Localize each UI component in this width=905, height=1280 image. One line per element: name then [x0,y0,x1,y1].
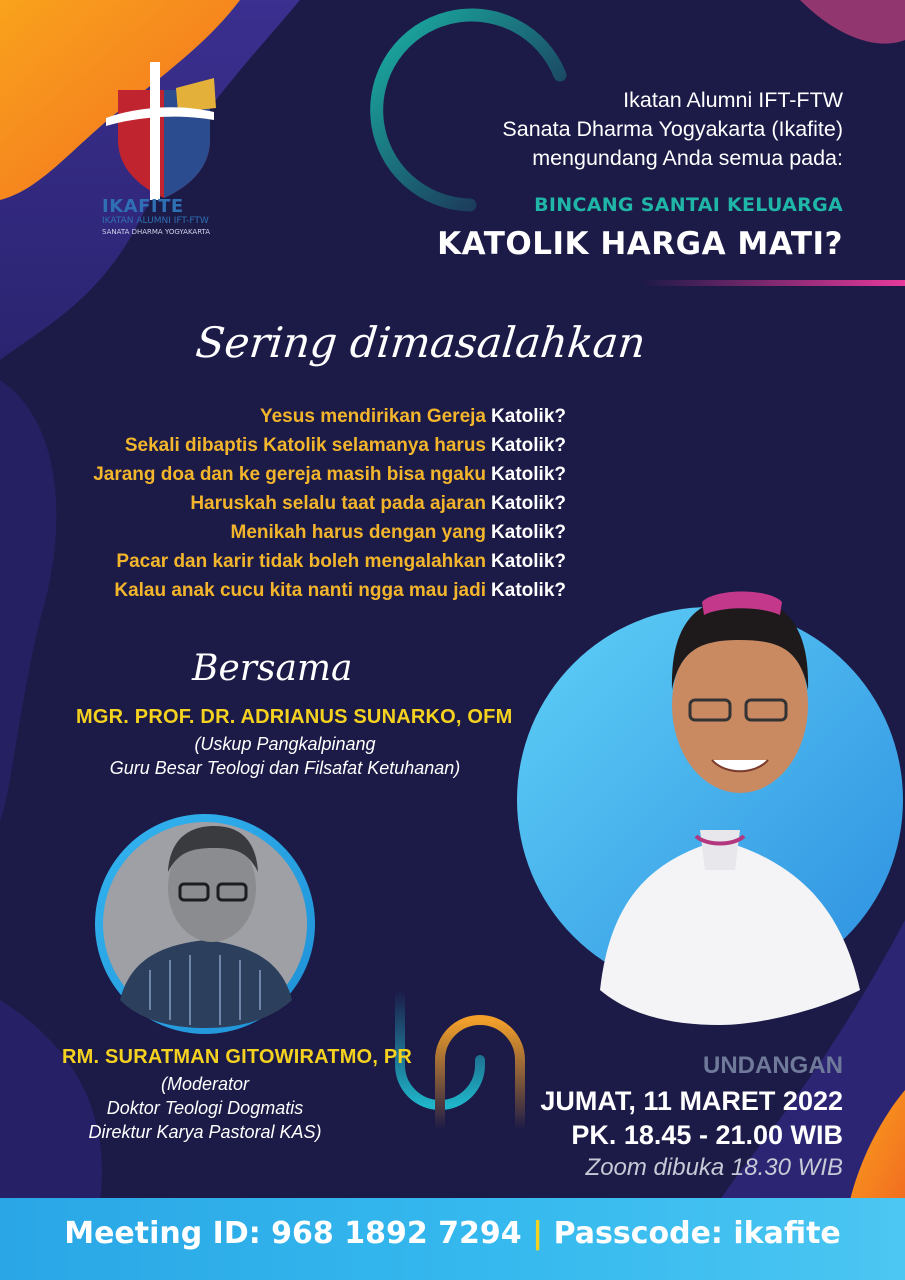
question-text: Kalau anak cucu kita nanti ngga mau jadi [114,580,486,601]
question-row [125,435,486,463]
question-suffix: Katolik? [491,551,566,572]
question-row [116,551,486,579]
moderator-role-2: Doktor Teologi Dogmatis [106,1098,304,1118]
intro-line-3: mengundang Anda semua pada: [532,146,843,170]
question-row [93,464,486,492]
moderator-role-1: (Moderator [160,1074,250,1094]
question-suffix: Katolik? [491,435,566,456]
event-subtitle: BINCANG SANTAI KELUARGA [534,194,843,216]
event-title: KATOLIK HARGA MATI? [437,226,843,262]
pink-underline [640,280,905,286]
intro-line-1: Ikatan Alumni IFT-FTW [623,88,843,112]
main-speaker-role-1: (Uskup Pangkalpinang [194,734,376,754]
main-speaker-role-2: Guru Besar Teologi dan Filsafat Ketuhanan) [109,758,461,778]
question-row [114,580,486,608]
main-speaker-name: MGR. PROF. DR. ADRIANUS SUNARKO, OFM [76,706,513,728]
event-time: PK. 18.45 - 21.00 WIB [571,1120,843,1150]
question-text: Pacar dan karir tidak boleh mengalahkan [116,551,486,572]
question-row [190,493,486,521]
moderator-name: RM. SURATMAN GITOWIRATMO, PR [62,1046,413,1068]
question-text: Haruskah selalu taat pada ajaran [190,493,486,514]
footer-separator: | [532,1216,544,1251]
question-text: Sekali dibaptis Katolik selamanya harus [124,435,486,456]
passcode: Passcode: ikafite [553,1216,841,1251]
question-suffix: Katolik? [491,406,566,427]
question-suffix: Katolik? [491,580,566,601]
logo-subtitle: IKATAN ALUMNI IFT-FTW [102,216,209,226]
footer-meeting-info [0,1216,905,1251]
logo-institution: SANATA DHARMA YOGYAKARTA [102,228,211,236]
question-row [260,406,486,434]
intro-line-2: Sanata Dharma Yogyakarta (Ikafite) [502,117,843,141]
pink-blob-top-right [800,0,905,44]
question-suffix: Katolik? [491,493,566,514]
question-text: Menikah harus dengan yang [230,522,486,543]
moderator-role-3: Direktur Karya Pastoral KAS) [88,1122,322,1142]
event-date: JUMAT, 11 MARET 2022 [540,1086,843,1116]
question-suffix: Katolik? [491,522,566,543]
teal-ring-decoration [377,15,560,205]
question-text: Jarang doa dan ke gereja masih bisa ngaku [93,464,486,485]
question-text: Yesus mendirikan Gereja [259,406,486,427]
with-label: Bersama [192,648,353,689]
meeting-id: Meeting ID: 968 1892 7294 [64,1216,522,1251]
questions-heading: Sering dimasalahkan [193,318,648,367]
logo-name: IKAFITE [102,196,184,217]
question-suffix: Katolik? [491,464,566,485]
question-row [231,522,487,550]
invitation-label: UNDANGAN [703,1052,843,1079]
zoom-open-note: Zoom dibuka 18.30 WIB [585,1154,843,1181]
